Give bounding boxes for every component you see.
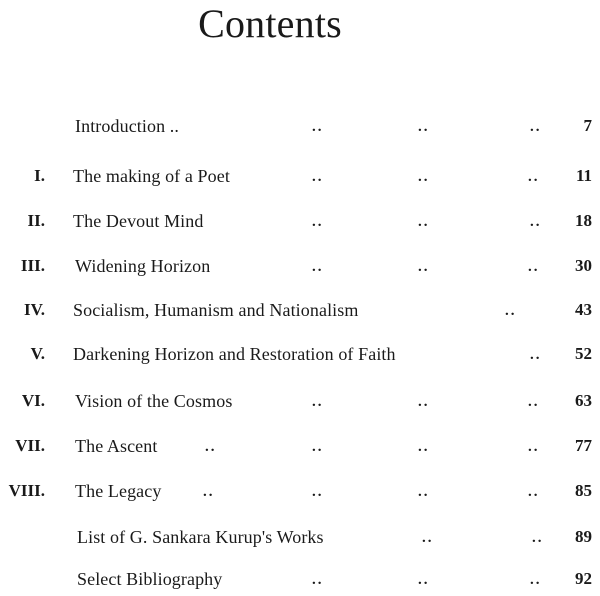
- toc-page-number: 92: [575, 569, 592, 588]
- dot-leader: ..: [528, 439, 540, 455]
- toc-numeral: I.: [34, 166, 45, 185]
- toc-title: Vision of the Cosmos: [75, 391, 233, 411]
- toc-title: List of G. Sankara Kurup's Works: [77, 527, 324, 547]
- toc-entry-introduction[interactable]: [0, 113, 600, 139]
- page-title: Contents: [198, 1, 342, 46]
- dot-leader: ..: [532, 530, 544, 546]
- toc-entry-list-of-works[interactable]: [0, 524, 600, 550]
- toc-title: Select Bibliography: [77, 569, 223, 589]
- dot-leader: ..: [528, 484, 540, 500]
- dot-leader: ..: [422, 530, 434, 546]
- toc-title: Widening Horizon: [75, 256, 211, 276]
- dot-leader: ..: [528, 169, 540, 185]
- toc-entry-chapter-8[interactable]: [0, 478, 600, 504]
- toc-page-number: 18: [575, 211, 592, 230]
- dot-leader: ..: [528, 394, 540, 410]
- toc-title: The Devout Mind: [73, 211, 204, 231]
- dot-leader: ..: [312, 169, 324, 185]
- toc-numeral: VIII.: [8, 481, 45, 500]
- toc-numeral: VII.: [15, 436, 45, 455]
- dot-leader: ..: [418, 484, 430, 500]
- toc-entry-bibliography[interactable]: [0, 566, 600, 592]
- dot-leader: ..: [418, 394, 430, 410]
- toc-page-number: 30: [575, 256, 592, 275]
- dot-leader: ..: [203, 484, 215, 500]
- toc-title: The Legacy: [75, 481, 162, 501]
- toc-title: The making of a Poet: [73, 166, 230, 186]
- dot-leader: ..: [312, 214, 324, 230]
- toc-title: Introduction ..: [75, 116, 179, 136]
- dot-leader: ..: [205, 439, 217, 455]
- toc-page-number: 89: [575, 527, 592, 546]
- dot-leader: ..: [530, 572, 542, 588]
- dot-leader: ..: [530, 119, 542, 135]
- dot-leader: ..: [418, 214, 430, 230]
- toc-entry-chapter-7[interactable]: [0, 433, 600, 459]
- toc-title: The Ascent: [75, 436, 158, 456]
- dot-leader: ..: [505, 303, 517, 319]
- toc-page-number: 43: [575, 300, 592, 319]
- dot-leader: ..: [418, 169, 430, 185]
- toc-title: Socialism, Humanism and Nationalism: [73, 300, 359, 320]
- toc-page-number: 11: [575, 166, 592, 185]
- dot-leader: ..: [418, 572, 430, 588]
- toc-entry-chapter-6[interactable]: [0, 388, 600, 414]
- dot-leader: ..: [312, 259, 324, 275]
- dot-leader: ..: [312, 484, 324, 500]
- toc-entry-chapter-5[interactable]: [0, 341, 600, 367]
- dot-leader: ..: [528, 259, 540, 275]
- dot-leader: ..: [312, 572, 324, 588]
- toc-numeral: IV.: [24, 300, 45, 319]
- toc-page-number: 85: [575, 481, 592, 500]
- dot-leader: ..: [418, 259, 430, 275]
- toc-numeral: III.: [20, 256, 45, 275]
- toc-entry-chapter-2[interactable]: [0, 208, 600, 234]
- toc-entry-chapter-4[interactable]: [0, 297, 600, 323]
- toc-numeral: V.: [30, 344, 45, 363]
- dot-leader: ..: [530, 347, 542, 363]
- dot-leader: ..: [530, 214, 542, 230]
- toc-entry-chapter-3[interactable]: [0, 253, 600, 279]
- toc-title: Darkening Horizon and Restoration of Faith: [73, 344, 396, 364]
- toc-numeral: II.: [27, 211, 45, 230]
- dot-leader: ..: [312, 439, 324, 455]
- toc-numeral: VI.: [21, 391, 45, 410]
- toc-page-number: 63: [575, 391, 592, 410]
- toc-entry-chapter-1[interactable]: [0, 163, 600, 189]
- dot-leader: ..: [418, 439, 430, 455]
- dot-leader: ..: [418, 119, 430, 135]
- dot-leader: ..: [312, 119, 324, 135]
- toc-page-number: 7: [583, 116, 592, 135]
- toc-page-number: 52: [575, 344, 592, 363]
- toc-page-number: 77: [575, 436, 592, 455]
- dot-leader: ..: [312, 394, 324, 410]
